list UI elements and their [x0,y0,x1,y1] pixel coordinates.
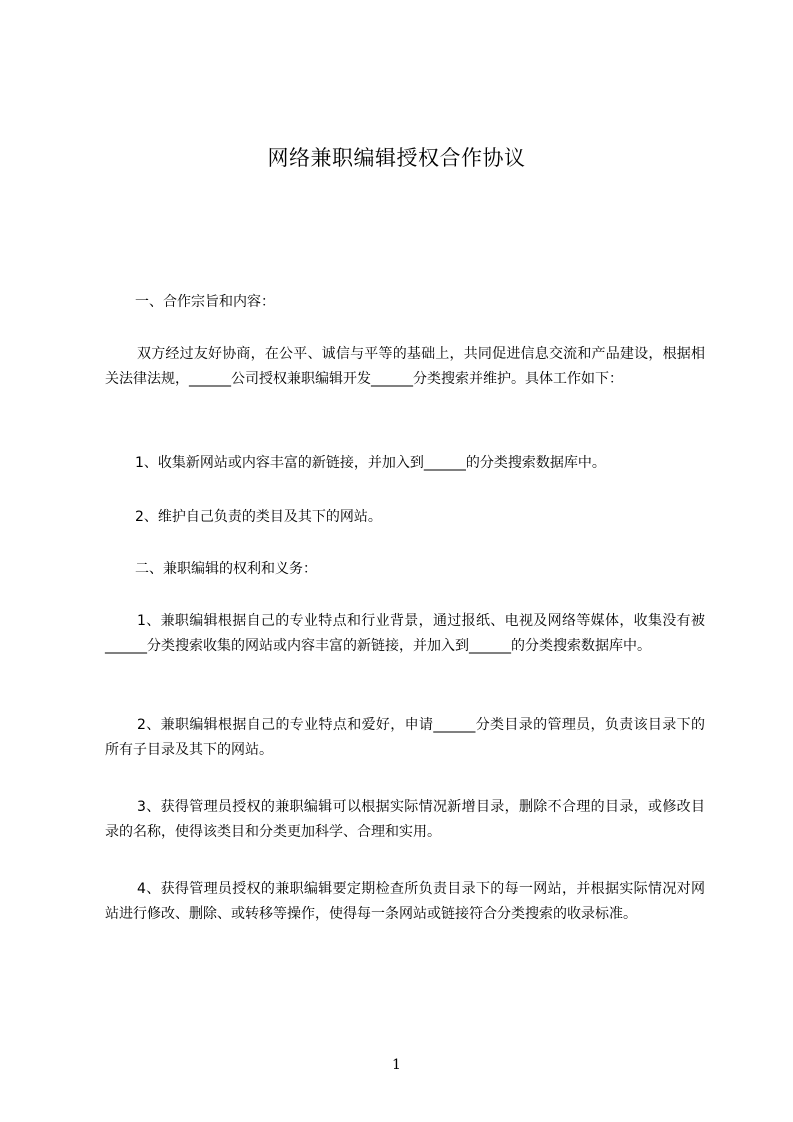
document-title: 网络兼职编辑授权合作协议 [267,146,526,170]
section-1-heading: 一、合作宗旨和内容： [135,294,275,310]
section-2-heading: 二、兼职编辑的权利和义务： [135,561,317,577]
section-2-item-3: 3、获得管理员授权的兼职编辑可以根据实际情况新增目录，删除不合理的目录，或修改目录的名称，使得该类目和分类更加科学、合理和实用。 [105,799,705,840]
page-number: 1 [392,1057,401,1073]
section-2-item-2: 2、兼职编辑根据自己的专业特点和爱好，申请______分类目录的管理员，负责该目录下的所有子目录及其下的网站。 [105,717,705,758]
section-2-item-1: 1、兼职编辑根据自己的专业特点和行业背景，通过报纸、电视及网络等媒体，收集没有被______分类搜索收集的网站或内容丰富的新链接，并加入到______的分类搜索数据库中。 [105,613,705,654]
section-1-item-1: 1、收集新网站或内容丰富的新链接，并加入到______的分类搜索数据库中。 [135,455,606,471]
section-1-item-2: 2、维护自己负责的类目及其下的网站。 [135,509,382,525]
section-2-item-4: 4、获得管理员授权的兼职编辑要定期检查所负责目录下的每一网站，并根据实际情况对网站进行修改、删除、或转移等操作，使得每一条网站或链接符合分类搜索的收录标准。 [105,881,705,922]
section-1-intro-paragraph: 双方经过友好协商，在公平、诚信与平等的基础上，共同促进信息交流和产品建设，根据相关法律法规，______公司授权兼职编辑开发______分类搜索并维护。具体工作如下： [105,346,705,387]
